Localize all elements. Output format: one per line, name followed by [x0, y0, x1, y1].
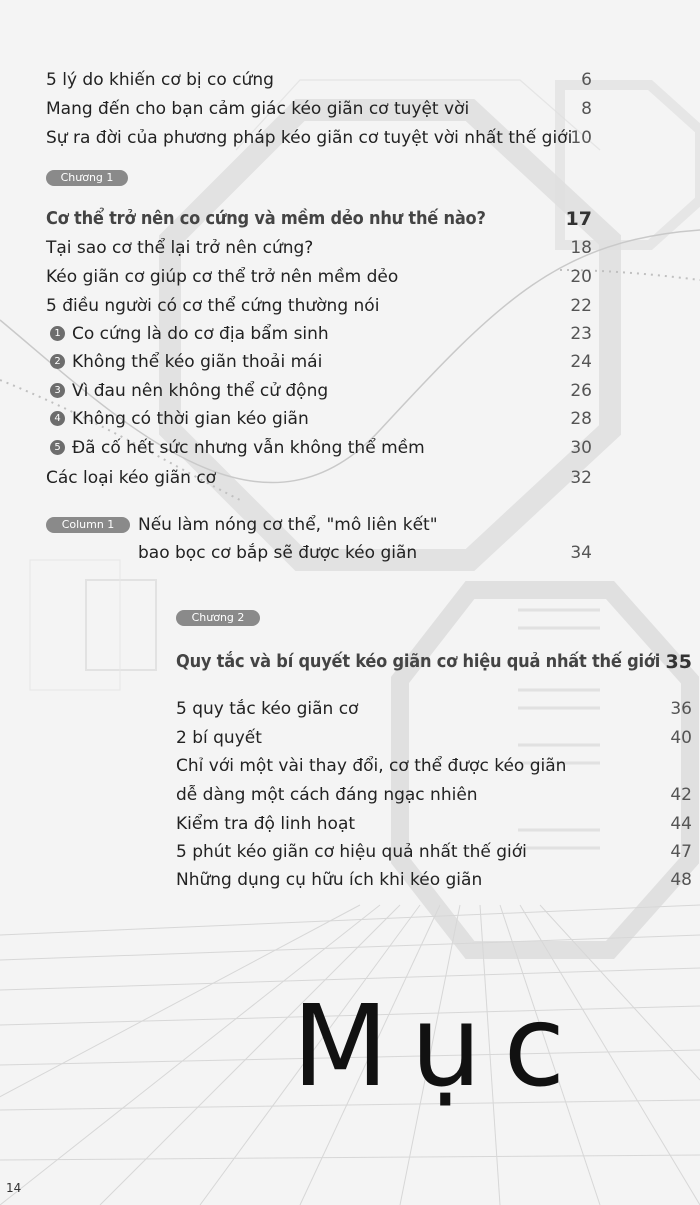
toc-entry[interactable]: [0, 838, 700, 866]
toc-entry-page: 42: [670, 785, 692, 805]
toc-entry-title: 5 lý do khiến cơ bị co cứng: [46, 70, 274, 90]
chapter-title: Quy tắc và bí quyết kéo giãn cơ hiệu quả nhất thế giới: [176, 651, 661, 672]
toc-subentry[interactable]: [0, 434, 700, 462]
toc-entry-title: Sự ra đời của phương pháp kéo giãn cơ tuyệt vời nhất thế giới: [46, 128, 573, 148]
toc-entry-page: 48: [670, 870, 692, 890]
toc-entry-page: 44: [670, 814, 692, 834]
toc-entry[interactable]: [0, 234, 700, 262]
toc-entry-page: 40: [670, 728, 692, 748]
toc-entry[interactable]: [0, 124, 700, 152]
toc-entry-title: Các loại kéo giãn cơ: [46, 468, 217, 488]
toc-entry-page: 18: [570, 238, 592, 258]
toc-entry[interactable]: [0, 810, 700, 838]
number-badge: 2: [50, 354, 65, 369]
chapter-title: Cơ thể trở nên co cứng và mềm dẻo như thế nào?: [46, 208, 486, 229]
toc-entry[interactable]: [0, 866, 700, 894]
toc-entry-title: Chỉ với một vài thay đổi, cơ thể được kéo giãn: [176, 756, 567, 776]
toc-entry-page: 10: [570, 128, 592, 148]
toc-entry-page: 32: [570, 468, 592, 488]
column-title-line-2: bao bọc cơ bắp sẽ được kéo giãn: [138, 543, 418, 563]
chapter-2-title-entry[interactable]: [0, 648, 700, 676]
toc-entry-title: Kiểm tra độ linh hoạt: [176, 814, 356, 834]
toc-entry-page: 30: [570, 438, 592, 458]
toc-subentry-title: Vì đau nên không thể cử động: [72, 381, 329, 401]
toc-subentry-title: Không thể kéo giãn thoải mái: [72, 352, 323, 372]
chapter-page: 17: [565, 208, 592, 230]
toc-entry[interactable]: [0, 464, 700, 492]
chapter-1-title-entry[interactable]: [0, 205, 700, 233]
toc-entry-title: 2 bí quyết: [176, 728, 262, 748]
toc-entry-title: 5 điều người có cơ thể cứng thường nói: [46, 296, 380, 316]
column-title-line-1: Nếu làm nóng cơ thể, "mô liên kết": [138, 515, 438, 535]
number-badge: 1: [50, 326, 65, 341]
toc-entry-page: 20: [570, 267, 592, 287]
toc-entry-title: Mang đến cho bạn cảm giác kéo giãn cơ tuyệt vời: [46, 99, 470, 119]
toc-entry[interactable]: [0, 724, 700, 752]
toc-subentry[interactable]: [0, 377, 700, 405]
toc-entry-title: dễ dàng một cách đáng ngạc nhiên: [176, 785, 478, 805]
toc-entry-page: 24: [570, 352, 592, 372]
toc-entry[interactable]: [0, 752, 700, 780]
column-1-badge: Column 1: [46, 517, 130, 533]
toc-subentry[interactable]: [0, 320, 700, 348]
chapter-1-badge: Chương 1: [46, 170, 128, 186]
toc-entry[interactable]: [0, 66, 700, 94]
toc-entry-title: Tại sao cơ thể lại trở nên cứng?: [46, 238, 314, 258]
toc-subentry-title: Không có thời gian kéo giãn: [72, 409, 309, 429]
toc-entry-page: 6: [581, 70, 592, 90]
number-badge: 3: [50, 383, 65, 398]
toc-entry[interactable]: [0, 292, 700, 320]
toc-entry-page: 22: [570, 296, 592, 316]
toc-entry[interactable]: [0, 781, 700, 809]
toc-subentry-title: Đã cố hết sức nhưng vẫn không thể mềm: [72, 438, 425, 458]
toc-entry[interactable]: [0, 95, 700, 123]
toc-entry-page: 26: [570, 381, 592, 401]
toc-entry[interactable]: [0, 263, 700, 291]
toc-entry[interactable]: [0, 695, 700, 723]
chapter-page: 35: [665, 651, 692, 673]
chapter-2-badge: Chương 2: [176, 610, 260, 626]
toc-entry-title: Kéo giãn cơ giúp cơ thể trở nên mềm dẻo: [46, 267, 399, 287]
toc-entry-title: Những dụng cụ hữu ích khi kéo giãn: [176, 870, 483, 890]
number-badge: 5: [50, 440, 65, 455]
toc-subentry[interactable]: [0, 405, 700, 433]
number-badge: 4: [50, 411, 65, 426]
toc-entry-title: 5 phút kéo giãn cơ hiệu quả nhất thế giới: [176, 842, 527, 862]
toc-entry-page: 36: [670, 699, 692, 719]
toc-entry-page: 47: [670, 842, 692, 862]
page-number: 14: [6, 1181, 22, 1195]
toc-entry-page: 28: [570, 409, 592, 429]
toc-subentry[interactable]: [0, 348, 700, 376]
page-title: Mục: [292, 982, 588, 1112]
column-page: 34: [570, 543, 592, 563]
toc-entry-title: 5 quy tắc kéo giãn cơ: [176, 699, 359, 719]
toc-entry-page: 8: [581, 99, 592, 119]
toc-subentry-title: Co cứng là do cơ địa bẩm sinh: [72, 324, 329, 344]
toc-entry-page: 23: [570, 324, 592, 344]
